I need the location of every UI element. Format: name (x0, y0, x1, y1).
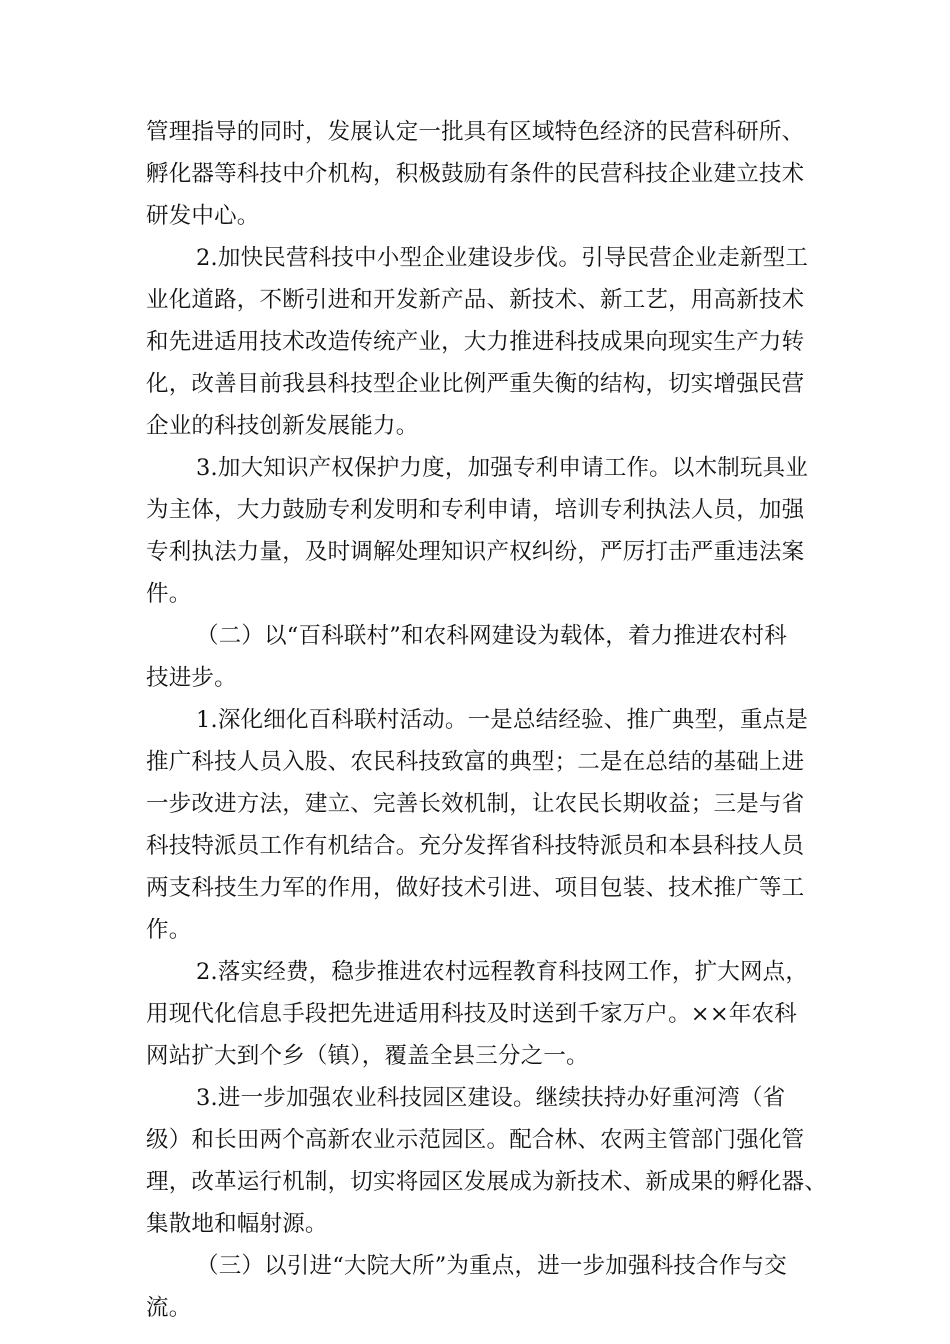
body-line: 为主体，大力鼓励专利发明和专利申请，培训专利执法人员，加强 (146, 497, 805, 523)
body-line: 管理指导的同时，发展认定一批具有区域特色经济的民营科研所、 (146, 119, 805, 145)
body-line: 企业的科技创新发展能力。 (146, 413, 419, 439)
body-line: 研发中心。 (146, 203, 260, 229)
body-line: 作。 (146, 917, 192, 943)
section-heading: （三）以引进“大院大所”为重点，进一步加强科技合作与交 (196, 1253, 787, 1279)
body-line: 科技特派员工作有机结合。充分发挥省科技特派员和本县科技人员 (146, 833, 805, 859)
body-line: 集散地和幅射源。 (146, 1211, 328, 1237)
body-line: 3.进一步加强农业科技园区建设。继续扶持办好重河湾（省 (196, 1085, 786, 1111)
body-line: 级）和长田两个高新农业示范园区。配合林、农两主管部门强化管 (146, 1127, 805, 1153)
body-line: 3.加大知识产权保护力度，加强专利申请工作。以木制玩具业 (196, 455, 809, 481)
body-line: 专利执法力量，及时调解处理知识产权纠纷，严厉打击严重违法案 (146, 539, 805, 565)
body-line: 业化道路，不断引进和开发新产品、新技术、新工艺，用高新技术 (146, 287, 805, 313)
body-line: 1.深化细化百科联村活动。一是总结经验、推广典型，重点是 (196, 707, 809, 733)
body-line: 件。 (146, 581, 192, 607)
section-heading: 流。 (146, 1295, 192, 1321)
body-line: 用现代化信息手段把先进适用科技及时送到千家万户。××年农科 (146, 1001, 798, 1027)
body-line: 孵化器等科技中介机构，积极鼓励有条件的民营科技企业建立技术 (146, 161, 805, 187)
section-heading: （二）以“百科联村”和农科网建设为载体，着力推进农村科 (196, 623, 787, 649)
body-line: 推广科技人员入股、农民科技致富的典型；二是在总结的基础上进 (146, 749, 805, 775)
body-line: 和先进适用技术改造传统产业，大力推进科技成果向现实生产力转 (146, 329, 805, 355)
body-line: 理，改革运行机制，切实将园区发展成为新技术、新成果的孵化器、 (146, 1169, 828, 1195)
body-line: 两支科技生力军的作用，做好技术引进、项目包装、技术推广等工 (146, 875, 805, 901)
section-heading: 技进步。 (146, 665, 237, 691)
body-line: 2.加快民营科技中小型企业建设步伐。引导民营企业走新型工 (196, 245, 809, 271)
body-line: 2.落实经费，稳步推进农村远程教育科技网工作，扩大网点， (196, 959, 809, 985)
body-line: 化，改善目前我县科技型企业比例严重失衡的结构，切实增强民营 (146, 371, 805, 397)
body-line: 一步改进方法，建立、完善长效机制，让农民长期收益；三是与省 (146, 791, 805, 817)
body-line: 网站扩大到个乡（镇），覆盖全县三分之一。 (146, 1043, 589, 1069)
